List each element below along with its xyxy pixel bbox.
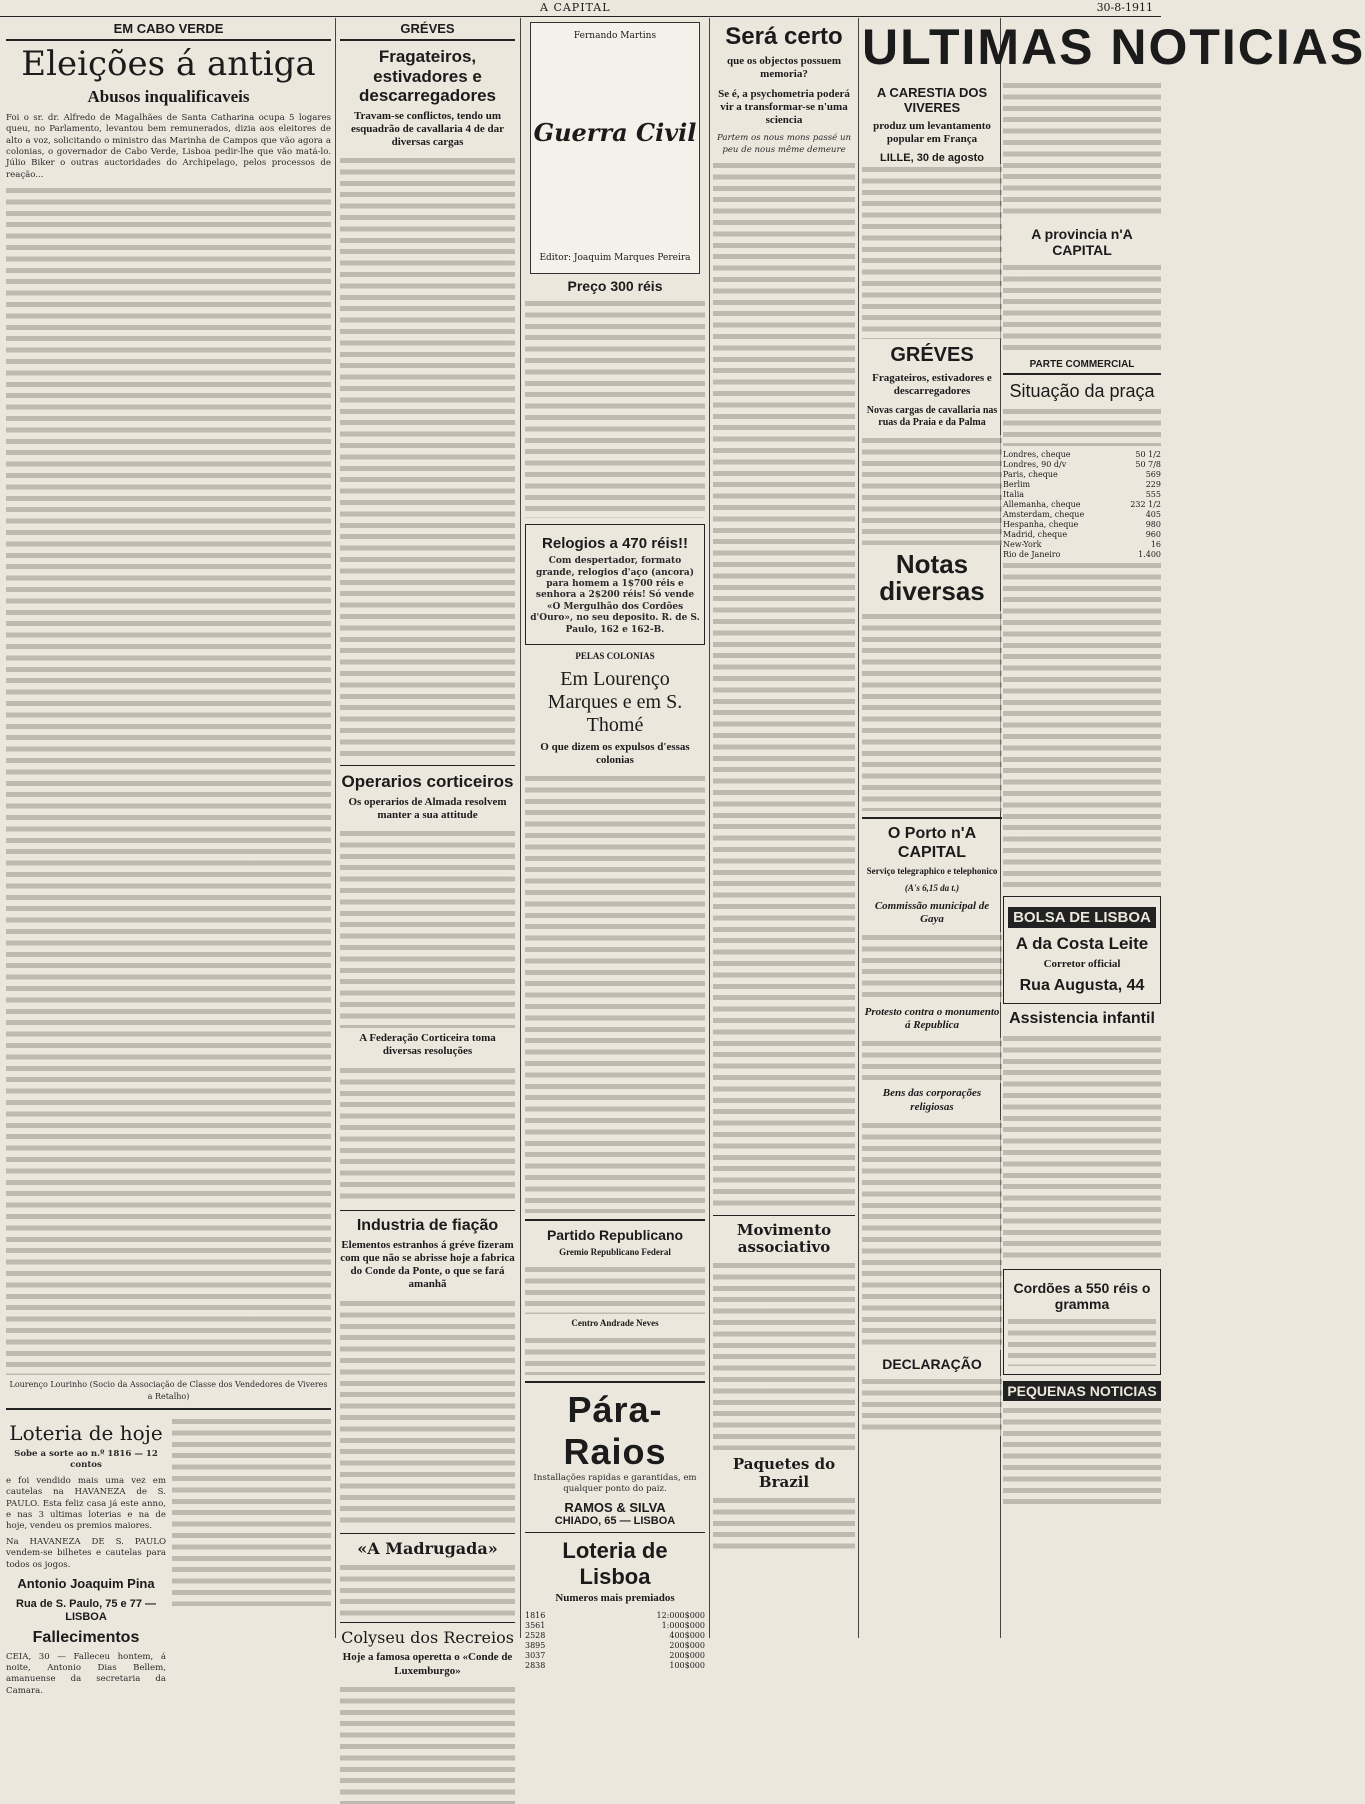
- exchange-rates-table: [1003, 450, 1161, 560]
- row-label: Italia: [1003, 489, 1025, 499]
- exchange-rate-row: [1003, 520, 1161, 530]
- exchange-rate-row: [1003, 530, 1161, 540]
- row-value: 200$000: [669, 1650, 705, 1660]
- newspaper-title: A CAPITAL: [540, 1, 611, 14]
- subhead-federacao: A Federação Corticeira toma diversas resoluções: [359, 1032, 496, 1058]
- exchange-rate-row: [1003, 510, 1161, 520]
- loteria-addr: Rua de S. Paulo, 75 e 77 — LISBOA: [16, 1597, 156, 1623]
- loteria-row: [525, 1621, 705, 1631]
- row-label: Amsterdam, cheque: [1003, 509, 1085, 519]
- article-text: [525, 1264, 705, 1314]
- deck-psychometria: Se é, a psychometria poderá vir a transformar-se n'uma sciencia: [718, 87, 850, 126]
- poster-price: Preço 300 réis: [567, 278, 663, 294]
- sub-gaya: Commissão municipal de Gaya: [874, 899, 990, 925]
- poster-author: Fernando Martins: [573, 31, 657, 41]
- bolsa-sub: Corretor official: [1043, 957, 1121, 970]
- headline-partido: Partido Republicano: [546, 1227, 684, 1244]
- banner-ultimas-noticias: ULTIMAS NOTICIAS: [862, 19, 1365, 75]
- row-label: Madrid, cheque: [1003, 529, 1068, 539]
- column-5: [862, 80, 1002, 1700]
- headline-pequenas: PEQUENAS NOTICIAS: [1003, 1381, 1161, 1401]
- row-value: 1:000$000: [661, 1620, 705, 1630]
- row-value: 200$000: [669, 1640, 705, 1650]
- relogios-ad: [525, 524, 705, 645]
- exchange-rate-row: [1003, 460, 1161, 470]
- article-text: [1003, 560, 1161, 890]
- loteria-name: Antonio Joaquim Pina: [17, 1576, 155, 1591]
- poster-title: Guerra Civil: [533, 118, 697, 147]
- headline-movimento: Movimento associativo: [736, 1220, 832, 1257]
- loteria-body: e foi vendido mais uma vez em cautelas na HAVANEZA de S. PAULO. Esta feliz casa já este anno, e nas 3 ultimas loterias e na de hoje, vendeu os premios maiores.: [6, 1475, 166, 1532]
- article-text: [713, 1495, 855, 1555]
- divider: [525, 1532, 705, 1533]
- section-commercial: PARTE COMMERCIAL: [1003, 356, 1161, 375]
- column-2: [340, 18, 515, 1677]
- loteria-ad: [6, 1416, 166, 1701]
- row-value: 1.400: [1138, 549, 1161, 559]
- row-value: 960: [1145, 529, 1161, 539]
- exchange-rate-row: [1003, 450, 1161, 460]
- para-raios-title: Pára-Raios: [563, 1388, 667, 1472]
- para-raios-company: RAMOS & SILVA: [564, 1499, 666, 1515]
- article-text: [1003, 406, 1161, 446]
- article-lead: Foi o sr. dr. Alfredo de Magalhães de Santa Catharina ocupa 5 logares queu, no Parlamento, levantou bem remunerados, dizia aos eleitores de alto a voz, solicitando o ministro das Marinha de Campos que vão agora a colonias, o governador de Cabo Verde, Lisboa pedir-lhe que vão matá-lo. Júlio Biker o outras auctoridades do Archipelago, pelos processos de reação...: [6, 112, 331, 180]
- column-rule: [520, 18, 521, 1638]
- deck-porto: Serviço telegraphico e telephonico: [866, 866, 998, 876]
- deck-fiacao: Elementos estranhos á gréve fizeram com que não se abrisse hoje a fabrica do Conde da Ponte, o que se fará amanhã: [340, 1238, 515, 1291]
- loteria-title: Loteria de hoje: [9, 1420, 163, 1445]
- article-text: [862, 932, 1002, 1002]
- sub-protesto: Protesto contra o monumento á Republica: [864, 1005, 1000, 1032]
- deck-greves: Fragateiros, estivadores e descarregadores: [872, 372, 992, 398]
- divider: [525, 1381, 705, 1383]
- row-label: 2528: [525, 1630, 546, 1640]
- article-text: [713, 1260, 855, 1450]
- article-text: [862, 1038, 1002, 1083]
- exchange-rate-row: [1003, 540, 1161, 550]
- deck-memoria: que os objectos possuem memoria?: [727, 55, 841, 81]
- loteria-row: [525, 1651, 705, 1661]
- column-1: [6, 18, 331, 1696]
- headline-paquetes: Paquetes do Brazil: [732, 1455, 836, 1491]
- epigraph: Partem os nous mons passé un peu de nous même demeure: [716, 133, 852, 155]
- article-text: [862, 164, 1002, 339]
- row-label: 3895: [525, 1640, 546, 1650]
- article-text: [862, 1120, 1002, 1350]
- article-text: [713, 160, 855, 1210]
- row-value: 12:000$000: [656, 1610, 705, 1620]
- column-6: [1003, 80, 1161, 1638]
- falecimentos-body: CEIA, 30 — Falleceu hontem, á noite, Antonio Dias Bellem, amanuense da secretaria da Camara.: [6, 1651, 166, 1696]
- relogios-text: Com despertador, formato grande, relogios d'aço (ancora) para homem a 1$700 réis e senhora a 2$200 réis! Só vende «O Mergulhão dos Cordões d'Ouro», no seu deposito. R. de S. Paulo, 162 e 162-B.: [530, 556, 700, 635]
- headline-declaracao: DECLARAÇÃO: [882, 1355, 982, 1372]
- headline-fiacao: Industria de fiação: [356, 1216, 499, 1234]
- row-label: Paris, cheque: [1003, 469, 1058, 479]
- divider: [340, 765, 515, 766]
- bottom-ads-row: [6, 1416, 331, 1701]
- row-value: 400$000: [669, 1630, 705, 1640]
- row-label: Londres, 90 d/v: [1003, 459, 1067, 469]
- row-label: Allemanha, cheque: [1003, 499, 1081, 509]
- loteria-lisboa-title: Loteria de Lisboa: [562, 1537, 668, 1589]
- headline-madrugada: «A Madrugada»: [357, 1538, 498, 1558]
- article-text: [340, 1065, 515, 1205]
- row-value: 405: [1145, 509, 1161, 519]
- exchange-rate-row: [1003, 500, 1161, 510]
- column-3: [525, 18, 705, 1670]
- headline-fragateiros: Fragateiros, estivadores e descarregadores: [358, 47, 497, 106]
- article-text: [1003, 1405, 1161, 1505]
- headline-notas: Notas diversas: [879, 548, 985, 606]
- headline-carestia: A CARESTIA DOS VIVERES: [876, 85, 988, 115]
- exchange-rate-row: [1003, 480, 1161, 490]
- column-rule: [335, 18, 336, 1638]
- bolsa-name: A da Costa Leite: [1015, 934, 1149, 954]
- column-4: [713, 18, 855, 1638]
- headline-colonias: Em Lourenço Marques e em S. Thomé: [547, 667, 683, 736]
- para-raios-address: CHIADO, 65 — LISBOA: [554, 1514, 676, 1527]
- divider: [713, 1215, 855, 1216]
- article-text: [340, 155, 515, 760]
- deck-colonias: O que dizem os expulsos d'essas colonias: [540, 740, 690, 767]
- divider: [340, 1533, 515, 1534]
- headline-colyseu: Colyseu dos Recreios: [341, 1628, 514, 1648]
- loteria-row: [525, 1611, 705, 1621]
- row-label: Rio de Janeiro: [1003, 549, 1061, 559]
- article-text: [340, 1684, 515, 1804]
- article-text: [340, 828, 515, 1028]
- row-value: 569: [1145, 469, 1161, 479]
- article-signature: Lourenço Lourinho (Socio da Associação de Classe dos Vendedores de Viveres a Retalho): [9, 1380, 328, 1401]
- headline-corticeiros: Operarios corticeiros: [341, 772, 514, 792]
- loteria-row: [525, 1641, 705, 1651]
- article-text: [172, 1416, 331, 1606]
- row-label: 3561: [525, 1620, 546, 1630]
- article-text: [6, 185, 331, 1375]
- article-text: [1003, 80, 1161, 220]
- divider: [6, 1408, 331, 1410]
- headline-assistencia: Assistencia infantil: [1009, 1010, 1155, 1028]
- headline-sera-certo: Será certo: [725, 23, 843, 50]
- deck-corticeiros: Os operarios de Almada resolvem manter a sua attitude: [348, 795, 507, 821]
- para-raios-text: Installações rapidas e garantidas, em qualquer ponto do paiz.: [533, 1472, 697, 1495]
- section-kicker: PELAS COLONIAS: [575, 651, 655, 662]
- sub-gremio: Gremio Republicano Federal: [559, 1247, 671, 1258]
- poster-publisher: Editor: Joaquim Marques Pereira: [539, 253, 691, 263]
- row-label: 3037: [525, 1650, 546, 1660]
- sub-centro: Centro Andrade Neves: [571, 1318, 659, 1329]
- article-text: [1003, 262, 1161, 352]
- section-kicker: GRÉVES: [340, 18, 515, 41]
- divider: [340, 1210, 515, 1211]
- article-text: [525, 1335, 705, 1375]
- article-text: [862, 435, 1002, 545]
- article-text: [862, 1376, 1002, 1436]
- column-rule: [858, 18, 859, 1638]
- row-label: 1816: [525, 1610, 546, 1620]
- loteria-row: [525, 1631, 705, 1641]
- exchange-rate-row: [1003, 490, 1161, 500]
- column-rule: [709, 18, 710, 1638]
- cordoes-ad: [1003, 1269, 1161, 1375]
- loteria-lisboa-sub: Numeros mais premiados: [555, 1591, 675, 1604]
- dateline-lille: LILLE, 30 de agosto: [880, 152, 984, 165]
- row-label: Berlim: [1003, 479, 1031, 489]
- row-value: 232 1/2: [1130, 499, 1161, 509]
- row-value: 555: [1145, 489, 1161, 499]
- deck-porto-time: (A's 6,15 da t.): [904, 882, 960, 893]
- row-value: 50 1/2: [1135, 449, 1161, 459]
- article-text: [340, 1298, 515, 1528]
- cordoes-title: Cordões a 550 réis o gramma: [1013, 1279, 1151, 1312]
- book-poster: [530, 22, 700, 274]
- section-kicker: EM CABO VERDE: [6, 18, 331, 41]
- bolsa-ad: [1003, 896, 1161, 1004]
- article-text: [862, 611, 1002, 811]
- exchange-rate-row: [1003, 550, 1161, 560]
- headline-eleicoes: Eleições á antiga: [21, 44, 316, 84]
- article-text: [340, 1562, 515, 1617]
- row-label: Hespanha, cheque: [1003, 519, 1079, 529]
- article-text: [525, 298, 705, 518]
- headline-situacao: Situação da praça: [1009, 381, 1155, 402]
- exchange-rate-row: [1003, 470, 1161, 480]
- deck-colyseu: Hoje a famosa operetta o «Conde de Luxemburgo»: [342, 1651, 513, 1677]
- issue-date: 30-8-1911: [1096, 1, 1153, 14]
- divider: [340, 1622, 515, 1623]
- sub-bens: Bens das corporações religiosas: [882, 1087, 982, 1113]
- loteria-line1: Sobe a sorte ao n.º 1816 — 12 contos: [14, 1448, 158, 1471]
- headline-porto: O Porto n'A CAPITAL: [887, 825, 977, 861]
- falecimentos-title: Fallecimentos: [32, 1629, 140, 1647]
- loteria-line2: Na HAVANEZA DE S. PAULO vendem-se bilhetes e cautelas para todos os jogos.: [6, 1536, 166, 1570]
- row-label: 2838: [525, 1660, 546, 1670]
- loteria-row: [525, 1661, 705, 1671]
- article-text: [1003, 1033, 1161, 1263]
- row-value: 50 7/8: [1135, 459, 1161, 469]
- deck-fragateiros: Travam-se conflictos, tendo um esquadrão de cavallaria 4 de dar diversas cargas: [350, 109, 505, 149]
- column-1-continuation: [172, 1416, 331, 1701]
- divider: [862, 817, 1002, 819]
- divider: [525, 1219, 705, 1221]
- row-value: 229: [1145, 479, 1161, 489]
- article-text: [525, 773, 705, 1213]
- loteria-lisboa-table: [525, 1611, 705, 1671]
- headline-greves: GRÉVES: [890, 344, 974, 367]
- deck-greves-b: Novas cargas de cavallaria nas ruas da Praia e da Palma: [866, 404, 998, 428]
- relogios-title: Relogios a 470 réis!!: [542, 535, 688, 552]
- subhead-abusos: Abusos inqualificaveis: [87, 86, 250, 106]
- masthead: [0, 0, 1161, 17]
- bolsa-title: BOLSA DE LISBOA: [1008, 907, 1156, 928]
- row-value: 980: [1145, 519, 1161, 529]
- row-value: 16: [1150, 539, 1161, 549]
- article-text: [1008, 1316, 1156, 1366]
- bolsa-addr: Rua Augusta, 44: [1019, 976, 1145, 994]
- row-value: 100$000: [669, 1660, 705, 1670]
- headline-provincia: A provincia n'A CAPITAL: [1031, 226, 1133, 259]
- row-label: New-York: [1003, 539, 1042, 549]
- deck-carestia: produz um levantamento popular em França: [873, 119, 991, 146]
- row-label: Londres, cheque: [1003, 449, 1071, 459]
